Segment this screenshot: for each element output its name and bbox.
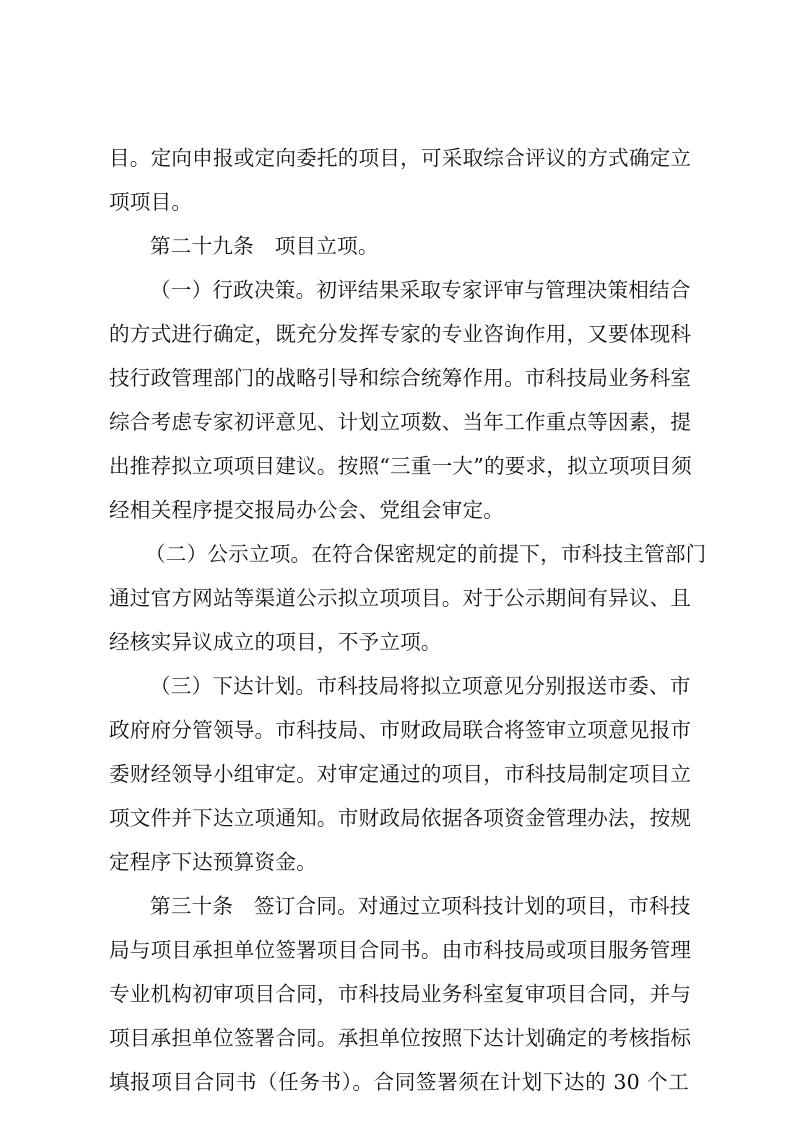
body-text-line: 填报项目合同书（任务书）。合同签署须在计划下达的 30 个工: [109, 1070, 689, 1094]
body-text-line: 项文件并下达立项通知。市财政局依据各项资金管理办法，按规: [109, 806, 692, 830]
body-text-line: 委财经领导小组审定。对审定通过的项目，市科技局制定项目立: [109, 762, 692, 786]
body-text-line: 综合考虑专家初评意见、计划立项数、当年工作重点等因素，提: [109, 410, 692, 434]
body-text-line: 局与项目承担单位签署项目合同书。由市科技局或项目服务管理: [109, 938, 692, 962]
body-text-line: 定程序下达预算资金。: [109, 850, 317, 874]
body-text-line: 专业机构初审项目合同，市科技局业务科室复审项目合同，并与: [109, 982, 692, 1006]
body-text-line: 经核实异议成立的项目，不予立项。: [109, 630, 442, 654]
body-text-line: 项项目。: [109, 190, 193, 214]
body-text-line: 通过官方网站等渠道公示拟立项项目。对于公示期间有异议、且: [109, 586, 692, 610]
body-text-line: 政府府分管领导。市科技局、市财政局联合将签审立项意见报市: [109, 718, 692, 742]
article-heading-29: 第二十九条 项目立项。: [150, 234, 379, 258]
body-text-line: （一）行政决策。初评结果采取专家评审与管理决策相结合: [150, 278, 691, 302]
body-text-line: 目。定向申报或定向委托的项目，可采取综合评议的方式确定立: [109, 146, 692, 170]
body-text-line: 的方式进行确定，既充分发挥专家的专业咨询作用，又要体现科: [109, 322, 692, 346]
article-heading-30: 第三十条 签订合同。对通过立项科技计划的项目，市科技: [150, 894, 691, 918]
body-text-line: 出推荐拟立项项目建议。按照“三重一大”的要求，拟立项项目须: [109, 454, 692, 478]
body-text-line: （三）下达计划。市科技局将拟立项意见分别报送市委、市: [150, 674, 691, 698]
body-text-line: 技行政管理部门的战略引导和综合统筹作用。市科技局业务科室: [109, 366, 692, 390]
body-text-line: 项目承担单位签署合同。承担单位按照下达计划确定的考核指标: [109, 1026, 692, 1050]
body-text-line: 经相关程序提交报局办公会、党组会审定。: [109, 498, 505, 522]
body-text-line: （二）公示立项。在符合保密规定的前提下，市科技主管部门: [145, 542, 707, 566]
